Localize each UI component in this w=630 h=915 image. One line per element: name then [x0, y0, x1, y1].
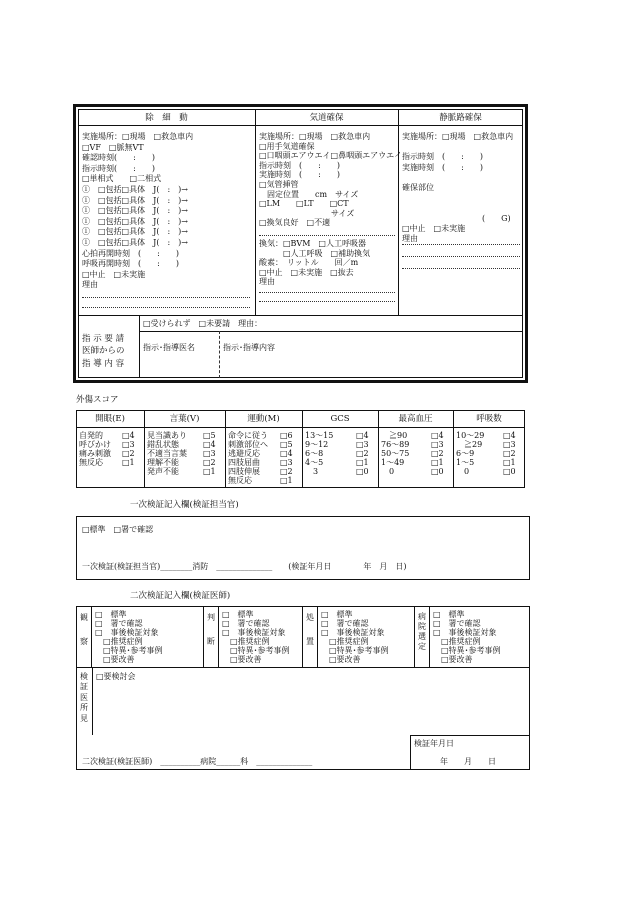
cpr-dots-2 — [82, 307, 250, 308]
trauma-title: 外傷スコア — [76, 395, 119, 405]
first-check-title: 一次検証記入欄(検証担当官) — [130, 500, 239, 510]
trauma-option-labels: 13～15 9～12 6～8 4～5 3 — [305, 431, 334, 476]
form-line[interactable]: 実施場所：□現場 □救急車内 — [402, 132, 514, 141]
form-line[interactable]: □中止 □未実施 — [402, 223, 466, 233]
cpr-dots-1 — [82, 297, 250, 298]
trauma-option-labels: 10～29 ≧29 6～9 1～5 0 — [456, 431, 485, 476]
airway-dots-1 — [259, 292, 395, 293]
form-line: 実施時刻 ( : ) — [402, 162, 483, 172]
form-line — [402, 142, 513, 152]
form-line: 指示時刻 ( : ) — [402, 152, 483, 162]
group-label: 病 院 選 定 — [418, 612, 426, 651]
instr-check-line[interactable]: □受けられず □未要請 理由： — [143, 319, 263, 328]
group-label-sep — [91, 606, 92, 667]
group-options[interactable]: □ 標準 □ 署で確認 □ 事後検証対象 □推奨症例 □特異･参考事例 □要改善 — [95, 610, 163, 664]
cpr-lines — [82, 132, 193, 291]
form-line[interactable]: ① □包括□具体 J( : )→ — [82, 195, 188, 205]
iv-lines — [402, 132, 513, 244]
form-line[interactable]: □VF □脈無VT — [82, 142, 144, 152]
instr-row-line — [139, 331, 523, 332]
trauma-option-boxes[interactable]: □4 □3 □2 □1 □0 — [503, 431, 516, 476]
trauma-header: GCS — [330, 414, 350, 424]
trauma-option-boxes[interactable]: □5 □4 □3 □2 □1 — [203, 431, 216, 476]
findings-label-sep — [92, 667, 93, 735]
form-line: 理由 — [82, 280, 98, 290]
form-line[interactable]: ① □包括□具体 J( : )→ — [82, 227, 188, 237]
group-options[interactable]: □ 標準 □ 署で確認 □ 事後検証対象 □推奨症例 □特異･参考事例 □要改善 — [222, 610, 290, 664]
second-check-row-line — [76, 667, 530, 668]
instr-top-line — [78, 315, 523, 316]
form-line[interactable]: 換気：□BVM □人工呼吸器 — [259, 239, 366, 248]
airway-dots-2 — [259, 301, 395, 302]
form-line[interactable]: 実施場所：□現場 □救急車内 — [259, 132, 371, 141]
trauma-option-labels: 見当識あり 錯乱状態 不適当言葉 理解不能 発声不能 — [147, 431, 187, 476]
group-label: 処 置 — [306, 613, 314, 646]
form-line: 心拍再開時刻 ( : ) — [82, 248, 179, 258]
group-label-sep — [429, 606, 430, 667]
instr-dash-sep — [219, 331, 220, 378]
form-line: 指示時刻( : ) — [82, 163, 155, 173]
review-check[interactable]: □要検討会 — [96, 672, 136, 681]
airway-lines-2 — [259, 239, 370, 287]
form-line: ( G) — [402, 213, 511, 223]
col-sep-1 — [255, 109, 256, 315]
iv-header: 静脈路確保 — [439, 113, 482, 123]
group-label-sep — [218, 606, 219, 667]
trauma-header: 呼吸数 — [476, 414, 502, 424]
form-line[interactable]: □人工呼吸 □補助換気 — [259, 248, 371, 258]
group-label-sep — [317, 606, 318, 667]
trauma-option-boxes[interactable]: □4 □3 □2 □1 — [122, 431, 135, 467]
form-line[interactable]: □口咽頭エアウエイ□鼻咽頭エアウエイ — [259, 151, 403, 161]
date-top — [410, 735, 530, 736]
form-line: 確保部位 — [402, 182, 434, 192]
group-sep — [203, 606, 204, 667]
form-line[interactable]: □単相式 □二相式 — [82, 174, 162, 184]
second-check-title: 二次検証記入欄(検証医師) — [130, 591, 231, 601]
form-line: 固定位置 cm サイズ — [259, 189, 359, 199]
form-line: 理由 — [259, 277, 275, 287]
form-line[interactable]: □LM □LT □CT — [259, 199, 349, 209]
form-line: 酸素： リットル 回／m — [259, 258, 359, 268]
form-line — [402, 173, 513, 183]
date-sep — [410, 735, 411, 770]
iv-dots-1 — [402, 244, 520, 245]
form-line — [402, 193, 513, 203]
form-line[interactable]: ① □包括□具体 J( : )→ — [82, 237, 188, 247]
form-line[interactable]: □中止 □未実施 — [82, 269, 146, 279]
form-line[interactable]: 実施場所：□現場 □救急車内 — [82, 132, 194, 141]
instr-doctor-label: 指示･指導医名 — [143, 343, 195, 352]
form-line: 確認時刻( : ) — [82, 153, 155, 163]
form-line[interactable]: □中止 □未実施 □抜去 — [259, 267, 354, 277]
trauma-header: 言葉(V) — [169, 414, 200, 424]
header-line — [78, 125, 523, 126]
form-line: 指示時刻 ( : ) — [259, 160, 340, 170]
instr-label: 指 示 要 請 医師からの 指 導 内 容 — [82, 334, 125, 369]
group-options[interactable]: □ 標準 □ 署で確認 □ 事後検証対象 □推奨症例 □特異･参考事例 □要改善 — [433, 610, 501, 664]
airway-lines — [259, 132, 402, 228]
date-label: 検証年月日 — [414, 739, 454, 748]
form-line: 実施時刻 ( : ) — [259, 170, 340, 180]
cpr-header: 除 細 動 — [145, 113, 188, 123]
date-value: 年 月 日 — [440, 757, 496, 766]
second-check-signature: 二次検証(検証医師) __________病院______科 ______________ — [82, 757, 313, 766]
form-line[interactable]: □換気良好 □不適 — [259, 218, 331, 228]
iv-dots-2 — [402, 256, 520, 257]
trauma-option-labels: 自発的 呼びかけ 痛み刺激 無反応 — [79, 431, 111, 467]
form-line — [402, 203, 513, 213]
instr-content-label: 指示･指導内容 — [223, 343, 275, 352]
trauma-header: 運動(M) — [247, 414, 280, 424]
form-line: サイズ — [259, 208, 355, 218]
trauma-option-boxes[interactable]: □4 □3 □2 □1 □0 — [431, 431, 444, 476]
first-check-signature: 一次検証(検証担当官)________消防 ______________ (検証年月日 年 月 日) — [82, 562, 407, 571]
group-sep — [414, 606, 415, 667]
airway-sep — [259, 235, 395, 236]
group-options[interactable]: □ 標準 □ 署で確認 □ 事後検証対象 □推奨症例 □特異･参考事例 □要改善 — [321, 610, 389, 664]
trauma-option-labels: ≧90 76～89 50～75 1～49 0 — [381, 431, 410, 476]
form-line: 理由 — [402, 233, 418, 243]
form-line[interactable]: ① □包括□具体 J( : )→ — [82, 206, 188, 216]
iv-dots-3 — [402, 268, 520, 269]
findings-label: 検 証 医 所 見 — [80, 672, 88, 723]
group-label: 観 察 — [80, 613, 88, 646]
group-label: 判 断 — [207, 613, 215, 646]
form-line[interactable]: □気管挿管 — [259, 179, 299, 189]
trauma-header: 最高血圧 — [398, 414, 433, 424]
trauma-header: 開眼(E) — [95, 414, 125, 424]
form-line[interactable]: ① □包括□具体 J( : )→ — [82, 184, 188, 194]
form-line[interactable]: □用手気道確保 — [259, 141, 315, 151]
first-check-options[interactable]: □標準 □署で確認 — [82, 525, 154, 534]
airway-header: 気道確保 — [309, 113, 344, 123]
form-line[interactable]: ① □包括□具体 J( : )→ — [82, 216, 188, 226]
trauma-option-labels: 命令に従う 刺激部位へ 逃避反応 四肢屈曲 四肢伸展 無反応 — [228, 431, 268, 485]
trauma-option-boxes[interactable]: □4 □3 □2 □1 □0 — [356, 431, 369, 476]
trauma-option-boxes[interactable]: □6 □5 □4 □3 □2 □1 — [280, 431, 293, 485]
form-line: 呼吸再開時刻 ( : ) — [82, 259, 179, 269]
group-sep — [302, 606, 303, 667]
instr-label-sep — [139, 315, 140, 378]
